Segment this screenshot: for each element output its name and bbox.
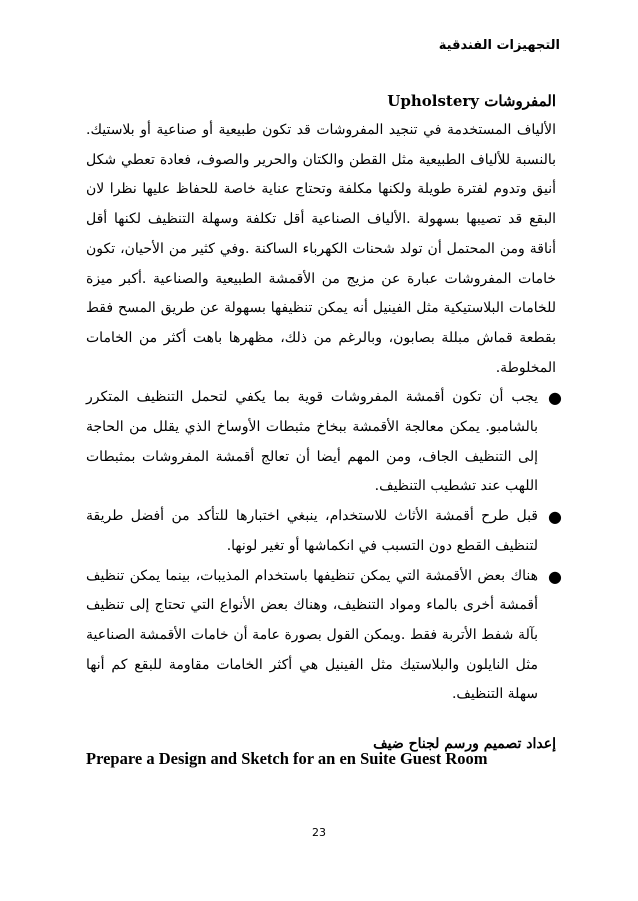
body-paragraph: الألياف المستخدمة في تنجيد المفروشات قد تكون طبيعية أو صناعية أو بلاستيك. بالنسبة للألياف الطبيعية مثل القطن والكتان والحرير والصوف، فعادة تعطي شكل أنيق وتدوم لفترة طويلة ولكنها مكلفة وتحتاج عناية خاصة للحفاظ عليها نظرا لان البقع قد تصيبها بسهولة .الألياف الصناعية أقل تكلفة وسهلة التنظيف لكنها أقل أناقة ومن المحتمل أن تولد شحنات الكهرباء الساكنة .وفي كثير من الأحيان، تكون خامات المفروشات عبارة عن مزيج من الأقمشة الطبيعية والصناعية .أكبر ميزة للخامات البلاستيكية مثل الفينيل أنه يمكن تنظيفها بسهولة عن طريق المسح فقط بقطعة قماش مبللة بصابون، وبالرغم من ذلك، مظهرها باهت أكثر من الخامات المخلوطة. (86, 122, 556, 376)
list-item-text: هناك بعض الأقمشة التي يمكن تنظيفها باستخدام المذيبات، بينما يمكن تنظيف أقمشة أخرى بالماء ومواد التنظيف، وهناك بعض الأنواع التي تحتاج إلى تنظيف بآلة شفط الأتربة فقط .ويمكن القول بصورة عامة أن خامات الأقمشة الصناعية مثل النايلون والبلاستيك مثل الفينيل هي أكثر الخامات مقاومة للبقع كم أنها سهلة التنظيف. (86, 567, 538, 703)
bullet-icon: ● (548, 566, 562, 586)
running-header: التجهيزات الفندقية (438, 38, 560, 53)
section-title (86, 92, 556, 110)
section-title-ar: المفروشات (484, 92, 556, 110)
page-content (86, 92, 562, 753)
section-title-en: Upholstery (387, 92, 479, 110)
next-section-title-ar: إعداد تصميم ورسم لجناح ضيف (373, 736, 556, 753)
next-section-title-en: Prepare a Design and Sketch for an en Suite Guest Room (86, 749, 488, 768)
list-item (86, 502, 562, 561)
list-item (86, 562, 562, 711)
list-item-text: قبل طرح أقمشة الأثاث للاستخدام، ينبغي اختبارها للتأكد من أفضل طريقة لتنظيف القطع دون التسبب في انكماشها أو تغير لونها. (86, 508, 538, 554)
bullet-icon: ● (548, 507, 562, 527)
list-item-text: يجب أن تكون أقمشة المفروشات قوية بما يكفي لتحمل التنظيف المتكرر بالشامبو. يمكن معالجة الأقمشة ببخاخ مثبطات الأوساخ الذي يقلل من الحاجة إلى التنظيف الجاف، ومن المهم أيضا أن تعالج أقمشة المفروشات بمثبطات اللهب عند تشطيب التنظيف. (86, 389, 538, 495)
page-number: 23 (312, 826, 326, 839)
bullet-list (86, 383, 562, 710)
list-item (86, 383, 562, 502)
bullet-icon: ● (548, 388, 562, 408)
